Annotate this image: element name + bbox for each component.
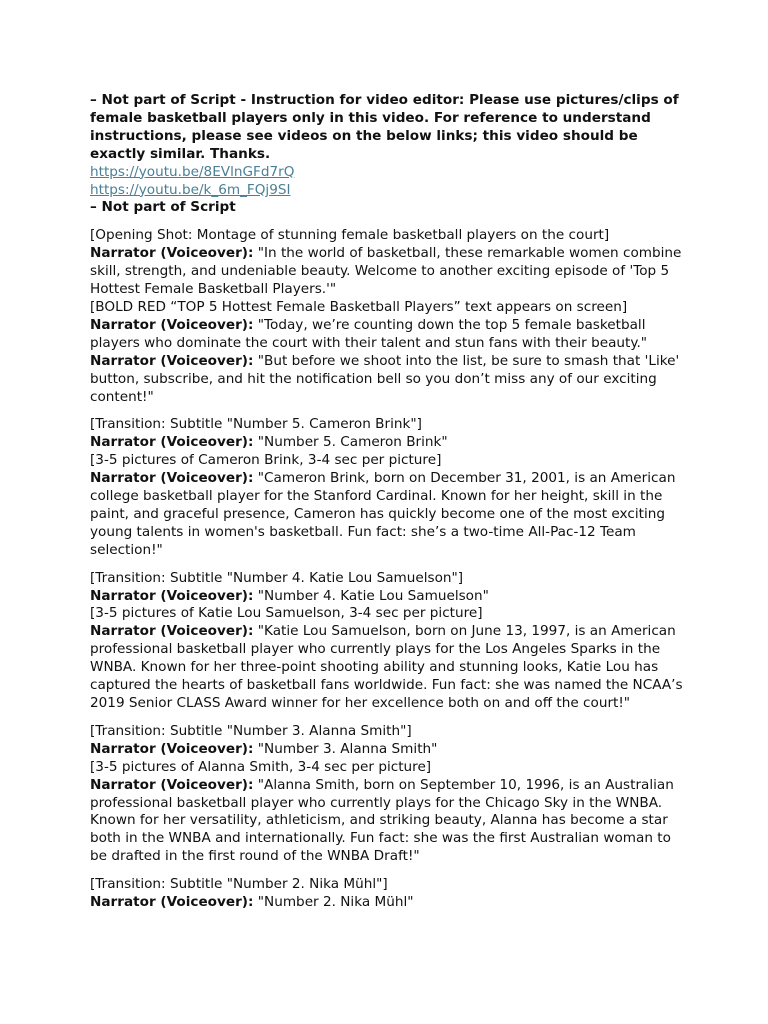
narrator-line xyxy=(90,894,686,912)
narrator-label: Narrator (Voiceover): xyxy=(90,316,254,333)
narration-text: "But before we shoot into the list, be sure to smash that 'Like' button, subscribe, and hit the notification bell so you don’t miss any of our exciting content!" xyxy=(90,352,680,405)
reference-link-1[interactable]: https://youtu.be/8EVlnGFd7rQ xyxy=(90,163,295,180)
transition-direction: [Transition: Subtitle "Number 3. Alanna Smith"] xyxy=(90,722,412,739)
script-section xyxy=(90,723,686,866)
narrator-line xyxy=(90,588,686,606)
script-section xyxy=(90,876,686,912)
overlay-direction: [BOLD RED “TOP 5 Hottest Female Basketball Players” text appears on screen] xyxy=(90,298,628,315)
transition-direction: [Transition: Subtitle "Number 2. Nika Mühl"] xyxy=(90,876,388,893)
narrator-label: Narrator (Voiceover): xyxy=(90,623,254,640)
transition-direction: [Transition: Subtitle "Number 4. Katie Lou Samuelson"] xyxy=(90,569,464,586)
transition-direction: [Transition: Subtitle "Number 5. Cameron Brink"] xyxy=(90,416,422,433)
document-page xyxy=(90,92,686,912)
narrator-line xyxy=(90,777,686,867)
narrator-label: Narrator (Voiceover): xyxy=(90,776,254,793)
narration-text: "Number 4. Katie Lou Samuelson" xyxy=(257,587,489,604)
narrator-label: Narrator (Voiceover): xyxy=(90,352,254,369)
pictures-direction: [3-5 pictures of Alanna Smith, 3-4 sec per picture] xyxy=(90,758,432,775)
script-section xyxy=(90,416,686,559)
narrator-label: Narrator (Voiceover): xyxy=(90,245,254,262)
narration-text: "Katie Lou Samuelson, born on June 13, 1997, is an American professional basketball player who currently plays for the Los Angeles Sparks in the WNBA. Known for her three-point shooting ability and stunning looks, Katie Lou has captured the hearts of basketball fans worldwide. Fun fact: she was named the NCAA’s 2019 Senior CLASS Award winner for her excellence both on and off the court!" xyxy=(90,623,683,711)
narrator-line xyxy=(90,434,686,452)
narrator-line xyxy=(90,317,686,353)
narrator-label: Narrator (Voiceover): xyxy=(90,740,254,757)
narrator-label: Narrator (Voiceover): xyxy=(90,894,254,911)
narration-text: "Number 5. Cameron Brink" xyxy=(257,434,448,451)
opening-shot-direction: [Opening Shot: Montage of stunning female basketball players on the court] xyxy=(90,227,610,244)
narrator-line xyxy=(90,353,686,407)
editor-instruction: – Not part of Script - Instruction for video editor: Please use pictures/clips of female basketball players only in this video. For reference to understand instructions, please see videos on the below links; this video should be exactly similar. Thanks. xyxy=(90,92,679,162)
narration-text: "Today, we’re counting down the top 5 female basketball players who dominate the court with their talent and stun fans with their beauty." xyxy=(90,316,648,351)
narration-text: "Number 3. Alanna Smith" xyxy=(257,740,438,757)
narration-text: "Number 2. Nika Mühl" xyxy=(257,894,414,911)
pictures-direction: [3-5 pictures of Katie Lou Samuelson, 3-4 sec per picture] xyxy=(90,605,483,622)
not-part-of-script-note: – Not part of Script xyxy=(90,199,236,216)
narrator-line xyxy=(90,245,686,299)
narrator-line xyxy=(90,470,686,560)
narration-text: "Cameron Brink, born on December 31, 2001, is an American college basketball player for the Stanford Cardinal. Known for her height, skill in the paint, and graceful presence, Cameron has quickly become one of the most exciting young talents in women's basketball. Fun fact: she’s a two-time All-Pac-12 Team selection!" xyxy=(90,470,676,558)
narration-text: "Alanna Smith, born on September 10, 1996, is an Australian professional basketball player who currently plays for the Chicago Sky in the WNBA. Known for her versatility, athleticism, and striking beauty, Alanna has become a star both in the WNBA and internationally. Fun fact: she was the first Australian woman to be drafted in the first round of the WNBA Draft!" xyxy=(90,776,674,865)
script-section xyxy=(90,570,686,713)
reference-link-2[interactable]: https://youtu.be/k_6m_FQj9SI xyxy=(90,181,291,198)
narrator-line xyxy=(90,623,686,713)
narrator-label: Narrator (Voiceover): xyxy=(90,434,254,451)
narrator-label: Narrator (Voiceover): xyxy=(90,470,254,487)
narrator-label: Narrator (Voiceover): xyxy=(90,587,254,604)
narration-text: "In the world of basketball, these remarkable women combine skill, strength, and undeniable beauty. Welcome to another exciting episode of 'Top 5 Hottest Female Basketball Players.'" xyxy=(90,245,682,298)
narrator-line xyxy=(90,741,686,759)
pictures-direction: [3-5 pictures of Cameron Brink, 3-4 sec per picture] xyxy=(90,452,442,469)
